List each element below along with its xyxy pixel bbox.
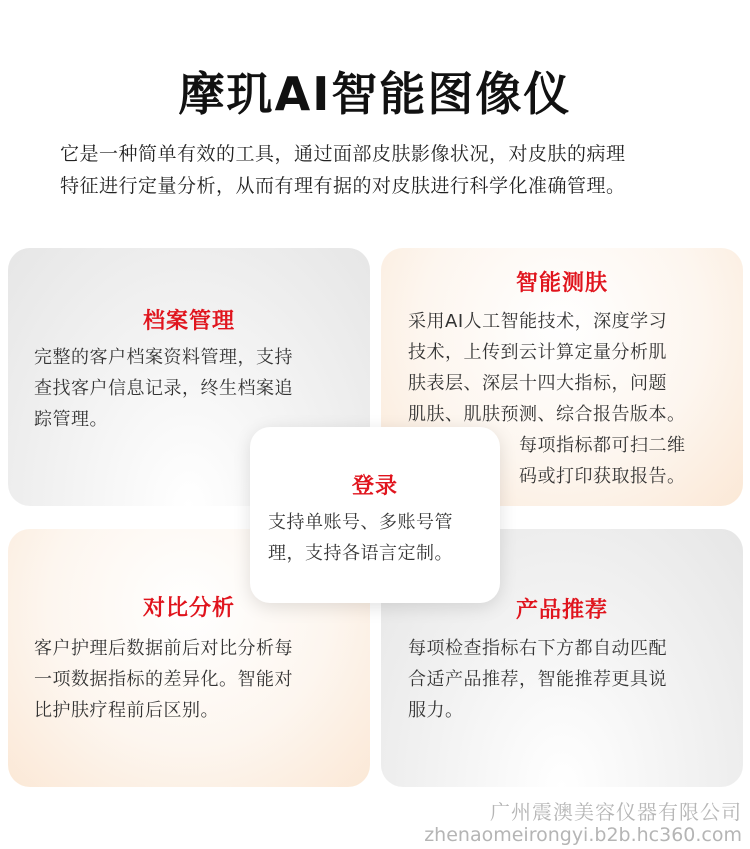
feature-desc-line: 每项检查指标右下方都自动匹配 bbox=[408, 638, 667, 659]
page-title: 摩玑AI智能图像仪 bbox=[178, 67, 572, 121]
intro-text bbox=[60, 138, 700, 202]
feature-desc-line: 一项数据指标的差异化。智能对 bbox=[34, 669, 293, 690]
feature-desc-line: 客户护理后数据前后对比分析每 bbox=[34, 638, 293, 659]
feature-desc-line: 查找客户信息记录，终生档案追 bbox=[34, 378, 293, 399]
feature-card-login bbox=[250, 427, 500, 603]
feature-title-archive: 档案管理 bbox=[142, 309, 235, 334]
intro-line-2: 特征进行定量分析，从而有理有据的对皮肤进行科学化准确管理。 bbox=[60, 175, 626, 197]
feature-desc-compare bbox=[34, 633, 293, 726]
feature-desc-login bbox=[268, 507, 453, 569]
feature-desc-archive bbox=[34, 342, 293, 435]
feature-title-login: 登录 bbox=[351, 474, 398, 499]
feature-desc-recommend bbox=[408, 633, 667, 726]
feature-desc-line: 肤表层、深层十四大指标，问题 bbox=[408, 373, 667, 394]
intro-line-1: 它是一种简单有效的工具，通过面部皮肤影像状况，对皮肤的病理 bbox=[60, 143, 626, 165]
feature-title-measure: 智能测肤 bbox=[515, 271, 608, 296]
feature-desc-line: 合适产品推荐，智能推荐更具说 bbox=[408, 669, 667, 690]
feature-desc-line: 服力。 bbox=[408, 700, 464, 721]
feature-desc-line: 比护肤疗程前后区别。 bbox=[34, 700, 219, 721]
feature-title-recommend: 产品推荐 bbox=[515, 598, 608, 623]
feature-desc-line: 支持单账号、多账号管 bbox=[268, 512, 453, 533]
feature-desc-line: 每项指标都可扫二维 bbox=[519, 435, 686, 456]
feature-desc-line: 理，支持各语言定制。 bbox=[268, 543, 453, 564]
feature-desc-line: 肌肤、肌肤预测、综合报告版本。 bbox=[408, 404, 686, 425]
feature-desc-line: 采用AI人工智能技术，深度学习 bbox=[408, 311, 668, 332]
watermark-company: 广州震澳美容仪器有限公司 bbox=[490, 800, 742, 824]
watermark-url: zhenaomeirongyi.b2b.hc360.com bbox=[424, 824, 742, 846]
feature-title-compare: 对比分析 bbox=[142, 596, 235, 621]
feature-desc-line: 码或打印获取报告。 bbox=[519, 466, 686, 487]
feature-desc-line: 完整的客户档案资料管理，支持 bbox=[34, 347, 293, 368]
feature-desc-line: 技术，上传到云计算定量分析肌 bbox=[408, 342, 667, 363]
feature-desc-line: 踪管理。 bbox=[34, 409, 108, 430]
